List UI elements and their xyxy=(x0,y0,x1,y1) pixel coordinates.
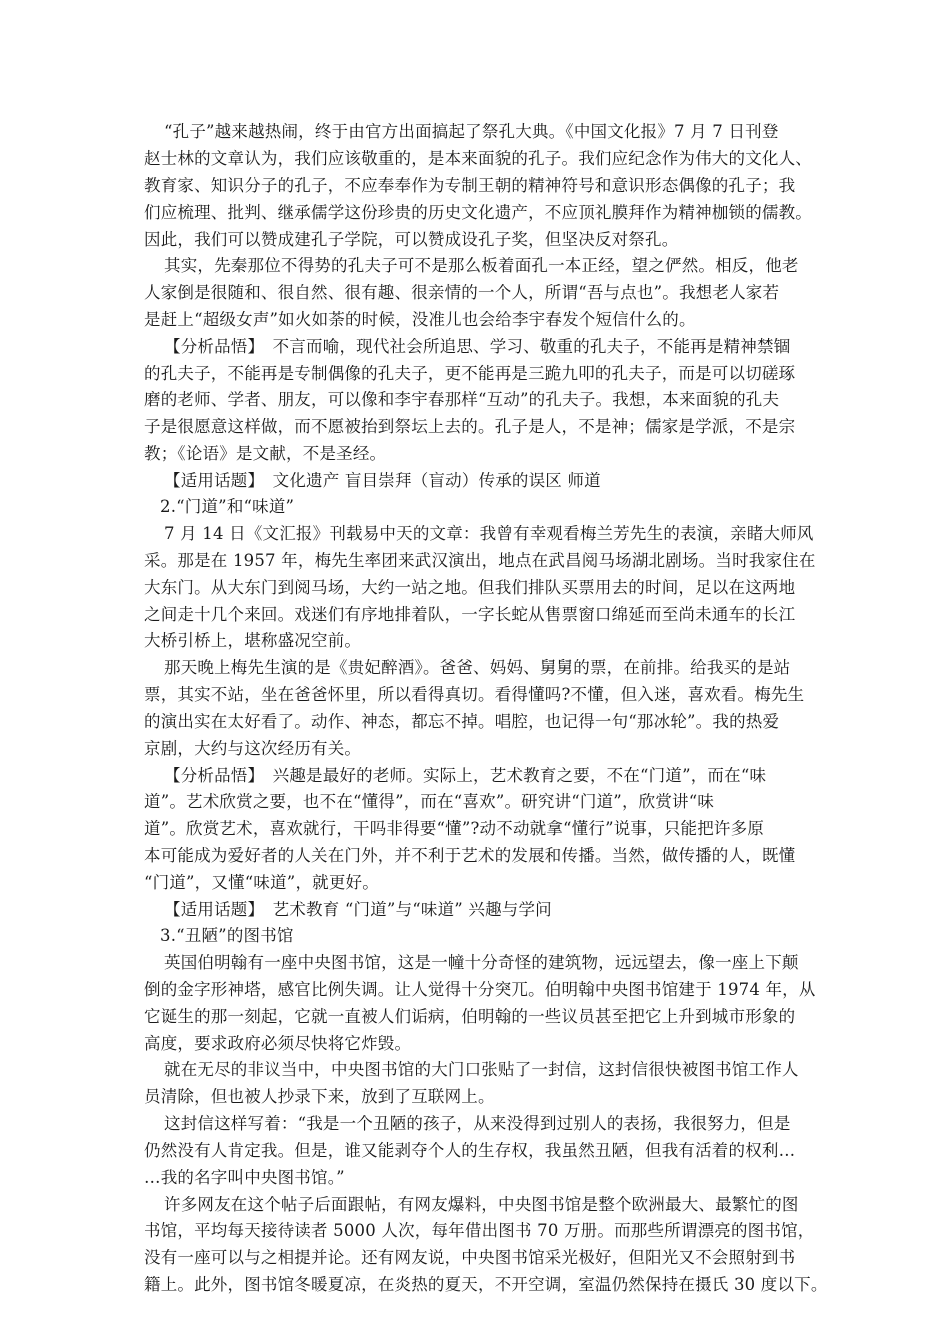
text-line: 许多网友在这个帖子后面跟帖，有网友爆料，中央图书馆是整个欧洲最大、最繁忙的图 xyxy=(164,1195,799,1214)
text-line: 是赶上“超级女声”如火如荼的时候，没准儿也会给李宇春发个短信什么的。 xyxy=(144,310,696,329)
text-line: 京剧，大约与这次经历有关。 xyxy=(144,739,362,758)
section-topics-2: 【适用话题】 艺术教育 “门道”与“味道” 兴趣与学问 xyxy=(164,900,552,919)
text-line: 员清除，但也被人抄录下来，放到了互联网上。 xyxy=(144,1087,495,1106)
text-line: 倒的金字形神塔，感官比例失调。让人觉得十分突兀。伯明翰中央图书馆建于 1974 年，从 xyxy=(144,980,816,999)
section-heading-3: 3.“丑陋”的图书馆 xyxy=(160,926,294,945)
text-line: 那天晚上梅先生演的是《贵妃醉酒》。爸爸、妈妈、舅舅的票，在前排。给我买的是站 xyxy=(164,658,791,677)
section-heading-2: 2.“门道”和“味道” xyxy=(160,497,295,516)
text-line: 子是很愿意这样做，而不愿被抬到祭坛上去的。孔子是人，不是神；儒家是学派，不是宗 xyxy=(144,417,796,436)
section-analysis-1: 【分析品悟】 不言而喻，现代社会所追思、学习、敬重的孔夫子，不能再是精神禁锢 xyxy=(164,337,791,356)
text-line: 大东门。从大东门到阅马场，大约一站之地。但我们排队买票用去的时间，足以在这两地 xyxy=(144,578,796,597)
text-line: 教育家、知识分子的孔子，不应奉奉作为专制王朝的精神符号和意识形态偶像的孔子；我 xyxy=(144,176,796,195)
text-line: 就在无尽的非议当中，中央图书馆的大门口张贴了一封信，这封信很快被图书馆工作人 xyxy=(164,1060,799,1079)
text-line: 书馆，平均每天接待读者 5000 人次，每年借出图书 70 万册。而那些所谓漂亮的图书馆， xyxy=(144,1221,815,1240)
section-analysis-2: 【分析品悟】 兴趣是最好的老师。实际上，艺术教育之要，不在“门道”，而在“味 xyxy=(164,766,767,785)
text-line: 之间走十几个来回。戏迷们有序地排着队，一字长蛇从售票窗口绵延而至尚未通车的长江 xyxy=(144,605,796,624)
text-line: …我的名字叫中央图书馆。” xyxy=(144,1168,345,1187)
text-line: “门道”，又懂“味道”，就更好。 xyxy=(144,873,379,892)
text-line: 7 月 14 日《文汇报》刊载易中天的文章：我曾有幸观看梅兰芳先生的表演，亲睹大师风 xyxy=(164,524,814,543)
text-line: 的孔夫子，不能再是专制偶像的孔夫子，更不能再是三跪九叩的孔夫子，而是可以切磋琢 xyxy=(144,364,796,383)
section-topics-1: 【适用话题】 文化遗产 盲目崇拜（盲动）传承的误区 师道 xyxy=(164,471,601,490)
text-line: 没有一座可以与之相提并论。还有网友说，中央图书馆采光极好，但阳光又不会照射到书 xyxy=(144,1248,796,1267)
text-line: 仍然没有人肯定我。但是，谁又能剥夺个人的生存权，我虽然丑陋，但我有活着的权利… xyxy=(144,1141,796,1160)
text-line: 因此，我们可以赞成建孔子学院，可以赞成设孔子奖，但坚决反对祭孔。 xyxy=(144,230,679,249)
text-line: 道”。欣赏艺术，喜欢就行，干吗非得要“懂”?动不动就拿“懂行”说事，只能把许多原 xyxy=(144,819,765,838)
text-line: “孔子”越来越热闹，终于由官方出面搞起了祭孔大典。《中国文化报》7 月 7 日刊登 xyxy=(164,122,779,141)
text-line: 道”。艺术欣赏之要，也不在“懂得”，而在“喜欢”。研究讲“门道”，欣赏讲“味 xyxy=(144,792,715,811)
text-line: 赵士林的文章认为，我们应该敬重的，是本来面貌的孔子。我们应纪念作为伟大的文化人、 xyxy=(144,149,812,168)
text-line: 其实，先秦那位不得势的孔夫子可不是那么板着面孔一本正经，望之俨然。相反，他老 xyxy=(164,256,799,275)
text-line: 它诞生的那一刻起，它就一直被人们诟病，伯明翰的一些议员甚至把它上升到城市形象的 xyxy=(144,1007,796,1026)
text-line: 英国伯明翰有一座中央图书馆，这是一幢十分奇怪的建筑物，远远望去，像一座上下颠 xyxy=(164,953,799,972)
text-line: 磨的老师、学者、朋友，可以像和李宇春那样“互动”的孔夫子。我想，本来面貌的孔夫 xyxy=(144,390,780,409)
text-line: 票，其实不站，坐在爸爸怀里，所以看得真切。看得懂吗?不懂，但入迷，喜欢看。梅先生 xyxy=(144,685,805,704)
text-line: 采。那是在 1957 年，梅先生率团来武汉演出，地点在武昌阅马场湖北剧场。当时我家住在 xyxy=(144,551,816,570)
text-line: 本可能成为爱好者的人关在门外，并不利于艺术的发展和传播。当然，做传播的人，既懂 xyxy=(144,846,796,865)
text-line: 这封信这样写着：“我是一个丑陋的孩子，从来没得到过别人的表扬，我很努力，但是 xyxy=(164,1114,791,1133)
text-line: 教；《论语》是文献，不是圣经。 xyxy=(144,444,387,463)
text-line: 们应梳理、批判、继承儒学这份珍贵的历史文化遗产，不应顶礼膜拜作为精神枷锁的儒教。 xyxy=(144,203,812,222)
text-line: 高度，要求政府必须尽快将它炸毁。 xyxy=(144,1034,412,1053)
text-line: 籍上。此外，图书馆冬暖夏凉，在炎热的夏天，不开空调，室温仍然保持在摄氏 30 度以下。 xyxy=(144,1275,828,1294)
text-line: 的演出实在太好看了。动作、神态，都忘不掉。唱腔，也记得一句“那冰轮”。我的热爱 xyxy=(144,712,780,731)
text-line: 人家倒是很随和、很自然、很有趣、很亲情的一个人，所谓“吾与点也”。我想老人家若 xyxy=(144,283,780,302)
text-line: 大桥引桥上，堪称盛况空前。 xyxy=(144,631,362,650)
